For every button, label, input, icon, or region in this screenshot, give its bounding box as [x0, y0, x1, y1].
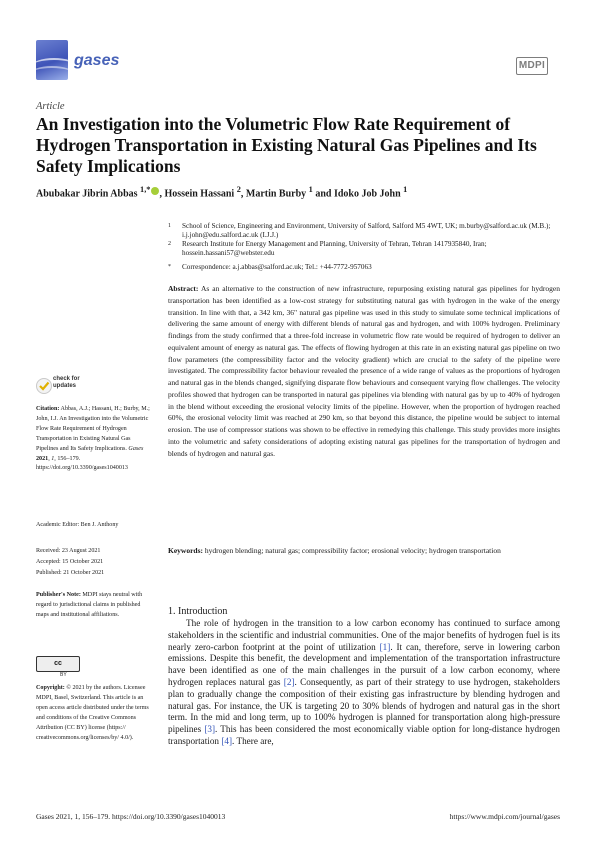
journal-name: gases	[74, 52, 120, 69]
author-name[interactable]: Martin Burby	[245, 188, 307, 200]
footer-journal-url[interactable]: https://www.mdpi.com/journal/gases	[449, 812, 560, 821]
citation-block: Citation: Abbas, A.J.; Hassani, H.; Burby, M.; John, I.J. An Investigation into the Volumetric Flow Rate Requirement of Hydrogen Transportation in Existing Natural Gas Pipelines and Its Safety Implications. Gases 2021, 1, 156–179. https://doi.org/10.3390/gases1040013	[36, 406, 150, 472]
citation-link[interactable]: [4]	[221, 735, 233, 746]
citation-text: Abbas, A.J.; Hassani, H.; Burby, M.; John, I.J. An Investigation into the Volumetric Flow Rate Requirement of Hydrogen Transportation in Existing Natural Gas Pipelines and Its Safety Implications.	[36, 406, 150, 452]
abstract	[168, 283, 560, 459]
orcid-icon[interactable]	[151, 187, 159, 195]
citation-doi[interactable]: , 156–179. https://doi.org/10.3390/gases1040013	[36, 455, 128, 472]
publisher-logo: MDPI	[516, 57, 548, 75]
citation-link[interactable]: [1]	[379, 641, 391, 652]
keywords-text: hydrogen blending; natural gas; compressibility factor; erosional velocity; hydrogen transportation	[204, 546, 501, 555]
citation-link[interactable]: [3]	[204, 724, 216, 735]
copyright-block: Copyright: © 2021 by the authors. Licensee MDPI, Basel, Switzerland. This article is an open access article distributed under the terms and conditions of the Creative Commons Attribution (CC BY) license (https:// creativecommons.org/licenses/by/ 4.0/).	[36, 685, 149, 741]
journal-logo	[36, 40, 68, 80]
author-name[interactable]: Idoko Job John	[333, 188, 401, 200]
check-for-updates-label[interactable]: check for updates	[53, 376, 80, 389]
academic-editor: Academic Editor: Ben J. Anthony	[36, 522, 119, 528]
footer-citation[interactable]: Gases 2021, 1, 156–179. https://doi.org/10.3390/gases1040013	[36, 812, 226, 821]
abstract-label: Abstract:	[168, 284, 199, 293]
cc-license-badge[interactable]: cc	[36, 656, 80, 672]
citation-label: Citation:	[36, 406, 60, 412]
intro-paragraph: The role of hydrogen in the transition to a low carbon economy has continued to surface among stakeholders in the scientific and industrial communities. One of the major benefits of hydrogen fuel is its nearly zero-carbon footprint at the point of utilization [1]. It can, therefore, serve in lowering carbon emissions. Despite this benefit, the development and implementation of the transportation infrastructure have been identified as one of the main challenges in the pursuit of a low carbon economy, where hydrogen replaces natural gas [2]. Consequently, as part of their strategy to use hydrogen, stakeholders plan to gradually change the composition of their existing gas infrastructure by blending hydrogen and natural gas. For instance, the UK is targeting 20 to 30% blends of hydrogen and natural gas in the short term. In the mid and long term, up to 100% hydrogen is planned for transportation along high-pressure pipelines [3]. This has been considered the most economically viable option for long-distance hydrogen transportation [4]. There are,	[168, 618, 560, 746]
received-date: Received: 23 August 2021	[36, 548, 101, 554]
section-heading: 1. Introduction	[168, 606, 228, 617]
keywords-label: Keywords:	[168, 546, 203, 555]
published-date: Published: 21 October 2021	[36, 570, 105, 576]
author-name[interactable]: Abubakar Jibrin Abbas	[36, 188, 138, 200]
author-sup: 1	[308, 185, 313, 194]
abstract-text: As an alternative to the construction of new infrastructure, repurposing existing natural gas pipelines for hydrogen transportation has been identified as a low-cost strategy for substituting natural gas with hydrogen in the wake of the energy transition. In line with that, a 342 km, 36" natural gas pipeline was used in this study to simulate some technical implications of delivering the same amount of energy with different blends of natural gas and hydrogen, and with 100% hydrogen. Preliminary findings from the study confirmed that a three-fold increase in volumetric flow rate would be required of hydrogen to deliver an equivalent amount of energy as natural gas. The effects of flowing hydrogen at this rate in an existing natural gas pipeline on two flow parameters (the compressibility factor and the velocity gradient) which are crucial to the safety of the pipeline were investigated. The compressibility factor behaviour revealed the presence of a wide range of values as the proportions of hydrogen and natural gas in the blends changed, signifying disparate flow behaviours and consequent varying flow challenges. The velocity profiles showed that hydrogen can be transported in natural gas pipelines via blending with natural gas by up to 40% of hydrogen in the blend without exceeding the erosional velocity limits of the pipeline. However, when the proportion of hydrogen reached 60%, the erosional velocity limit was reached at 290 km, so that beyond this distance, the pipeline would be subject to internal erosion. The use of compressor stations was shown to be effective in remedying this challenge. This study provides more insights into the volumetric and safety considerations of adopting existing natural gas pipelines for the transportation of hydrogen and blends of hydrogen and natural gas.	[168, 284, 560, 458]
author-name[interactable]: Hossein Hassani	[164, 188, 235, 200]
author-list: Abubakar Jibrin Abbas $^{1,*}$ , Hossein Hassani $^2$, Martin Burby $^1$ and Idoko Job John $^1$	[36, 185, 408, 200]
cc-by-label: BY	[60, 672, 67, 678]
author-sup: 2	[236, 185, 241, 194]
keywords	[168, 545, 560, 557]
author-sup: 1,*	[140, 185, 151, 194]
accepted-date: Accepted: 15 October 2021	[36, 559, 104, 565]
author-sup: 1	[403, 185, 408, 194]
article-title: An Investigation into the Volumetric Flow Rate Requirement of Hydrogen Transportation in Existing Natural Gas Pipelines and Its Safety Implications	[36, 114, 537, 176]
citation-link[interactable]: [2]	[283, 676, 295, 687]
article-type: Article	[36, 101, 65, 112]
publisher-note: Publisher's Note: MDPI stays neutral with regard to jurisdictional claims in published maps and institutional affiliations.	[36, 592, 143, 618]
